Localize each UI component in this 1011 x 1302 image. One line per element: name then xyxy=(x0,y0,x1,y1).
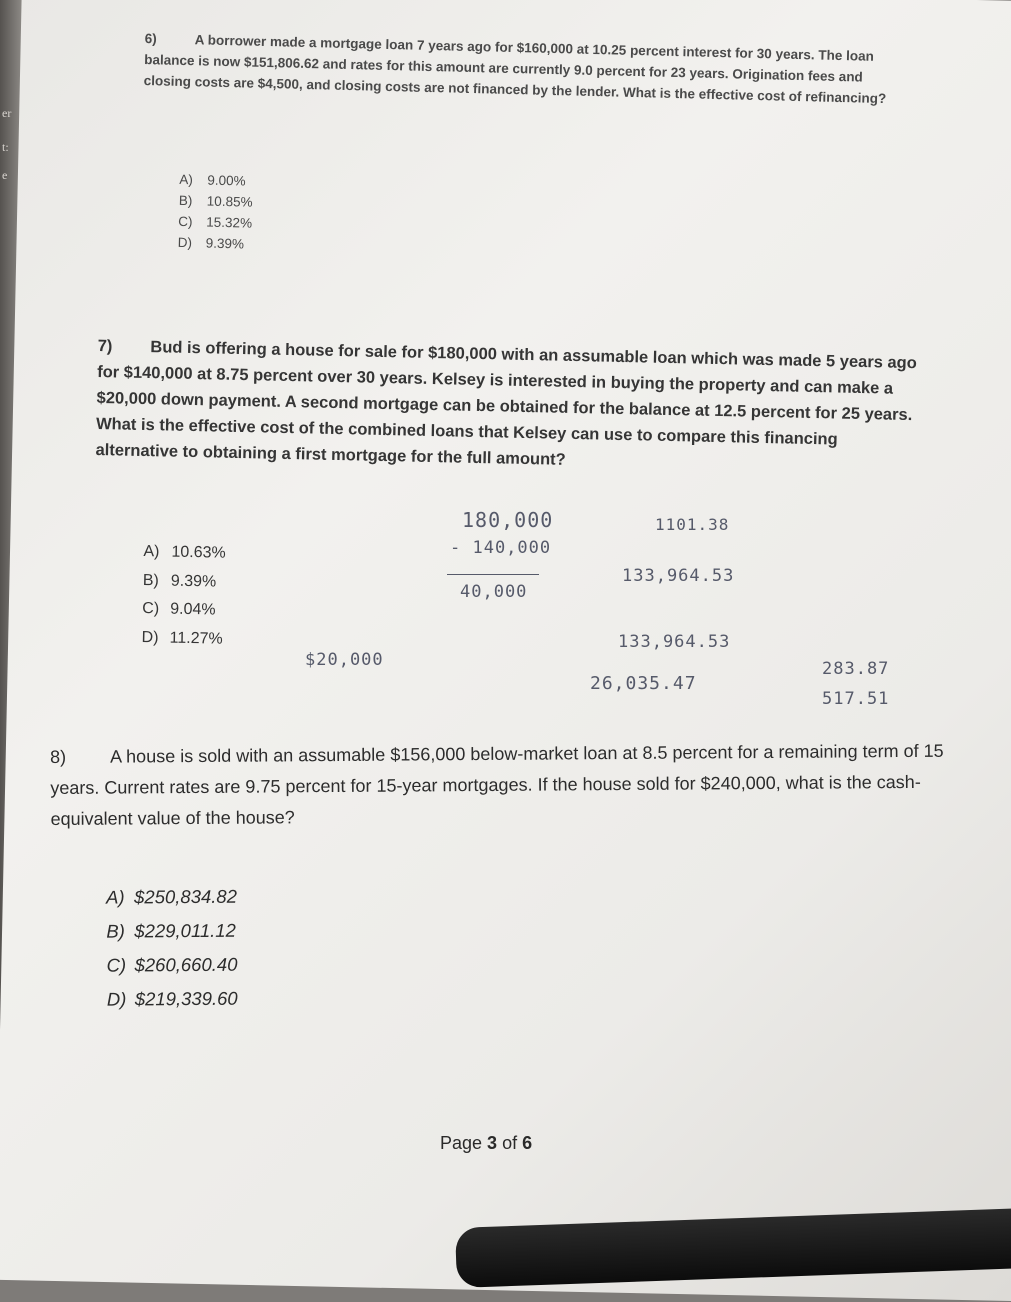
handwritten-note: - 140,000 xyxy=(450,538,552,558)
option-value: 10.63% xyxy=(171,543,226,562)
option-value: 9.00% xyxy=(207,172,246,189)
option-value: 15.32% xyxy=(206,214,253,231)
option-d[interactable] xyxy=(107,982,238,1017)
option-c[interactable] xyxy=(142,595,225,625)
handwritten-note: 40,000 xyxy=(460,582,528,602)
question-body: A borrower made a mortgage loan 7 years ago for $160,000 at 10.25 percent interest for 30 years. The loan balance is now $151,806.62 and rates for this amount are currently 9.0 percent for 23 years. Origination fees and closing costs are $4,500, and closing costs are not financed by the lender. What is the effective cost of refinancing? xyxy=(143,32,887,107)
option-letter: C) xyxy=(178,213,193,230)
margin-fragment: er xyxy=(2,106,12,120)
handwritten-note: 133,964.53 xyxy=(622,566,735,586)
option-value: 10.85% xyxy=(206,193,253,210)
page-current: 3 xyxy=(487,1133,498,1153)
question-text xyxy=(95,333,918,480)
handwritten-note: 517.51 xyxy=(822,689,890,709)
page-prefix: Page xyxy=(440,1133,488,1153)
option-value: $219,339.60 xyxy=(134,987,238,1010)
answer-options xyxy=(178,169,254,255)
option-a[interactable] xyxy=(143,538,226,568)
question-number: 8) xyxy=(50,746,67,767)
handwritten-note: 180,000 xyxy=(462,508,554,532)
answer-options xyxy=(141,538,226,654)
handwritten-note: $20,000 xyxy=(305,650,384,670)
handwritten-underline xyxy=(447,574,539,575)
option-b[interactable] xyxy=(143,566,226,596)
option-letter: B) xyxy=(142,571,160,589)
option-value: $260,660.40 xyxy=(134,953,238,976)
page-middle: of xyxy=(497,1133,523,1153)
option-letter: C) xyxy=(142,599,160,618)
option-letter: A) xyxy=(106,886,125,908)
question-number: 6) xyxy=(144,30,157,47)
option-letter: B) xyxy=(106,920,125,942)
option-d[interactable] xyxy=(141,623,224,653)
answer-options xyxy=(106,880,238,1017)
option-d[interactable] xyxy=(178,232,252,255)
option-c[interactable] xyxy=(106,948,237,983)
handwritten-note: 26,035.47 xyxy=(590,673,697,694)
option-c[interactable] xyxy=(178,211,252,234)
option-b[interactable] xyxy=(179,190,253,213)
option-letter: A) xyxy=(143,543,160,561)
option-value: $250,834.82 xyxy=(134,885,238,908)
question-text xyxy=(50,736,971,835)
question-body: Bud is offering a house for sale for $180,000 with an assumable loan which was made 5 years ago for $140,000 at 8.75 percent over 30 years. Kelsey is interested in buying the property and can make a $20,000 down payment. A second mortgage can be obtained for the balance at 12.5 percent for 25 years. What is the effective cost of the combined loans that Kelsey can use to compare this financing alternative to obtaining a first mortgage for the full amount? xyxy=(95,338,918,469)
option-letter: D) xyxy=(177,234,193,251)
option-a[interactable] xyxy=(106,880,237,915)
option-value: $229,011.12 xyxy=(134,919,236,942)
option-value: 9.04% xyxy=(170,600,216,619)
option-letter: D) xyxy=(141,628,159,646)
option-value: 9.39% xyxy=(205,235,245,252)
margin-fragment: t: xyxy=(2,140,9,154)
question-number: 7) xyxy=(97,336,113,356)
handwritten-note: 283.87 xyxy=(822,659,890,679)
handwritten-note: 133,964.53 xyxy=(618,632,731,652)
option-letter: D) xyxy=(106,988,127,1010)
handwritten-note: 1101.38 xyxy=(655,515,730,534)
option-a[interactable] xyxy=(179,169,253,192)
option-letter: A) xyxy=(179,171,193,188)
page-footer xyxy=(440,1133,532,1154)
option-b[interactable] xyxy=(106,914,237,949)
option-value: 11.27% xyxy=(169,629,223,648)
question-8 xyxy=(50,736,971,1010)
margin-fragment: e xyxy=(2,168,8,182)
question-body: A house is sold with an assumable $156,000 below-market loan at 8.5 percent for a remaining term of 15 years. Current rates are 9.75 percent for 15-year mortgages. If the house sold for $240,000, what is the cash-equivalent value of the house? xyxy=(50,740,944,829)
option-letter: B) xyxy=(178,192,193,209)
option-letter: C) xyxy=(106,954,127,976)
page-total: 6 xyxy=(522,1133,533,1153)
option-value: 9.39% xyxy=(170,572,217,591)
